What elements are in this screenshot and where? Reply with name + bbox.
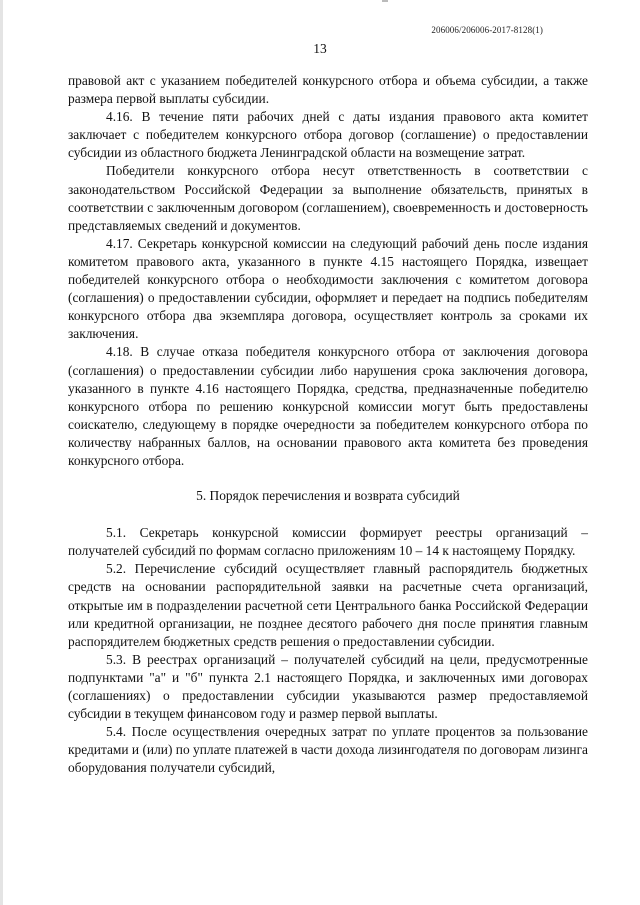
page-number: 13 [313,41,327,56]
paragraph-5-2: 5.2. Перечисление субсидий осуществляет главный распорядитель бюджетных средств на основании распорядительной заявки на расчетные счета организаций, открытые им в подразделении расчетной сети Центрального банка Российской Федерации или кредитной организации, не позднее десятого рабочего дня после принятия главным распорядителем бюджетных средств решения о предоставлении субсидии. [68,561,588,649]
document-id: 206006/206006-2017-8128(1) [431,25,543,35]
paragraph-4-16: 4.16. В течение пяти рабочих дней с даты издания правового акта комитет заключает с победителем конкурсного отбора договор (соглашение) о предоставлении субсидии из областного бюджета Ленинградской области на возмещение затрат. [68,109,588,161]
paragraph-5-4: 5.4. После осуществления очередных затрат по уплате процентов за пользование кредитами и (или) по уплате платежей в части дохода лизингодателя по договорам лизинга оборудования получатели субсидий, [68,724,588,776]
section-heading: 5. Порядок перечисления и возврата субсидий [196,488,460,504]
document-body [68,72,588,777]
paragraph-4-18: 4.18. В случае отказа победителя конкурсного отбора от заключения договора (соглашения) о предоставлении субсидии либо нарушения срока заключения договора, указанного в пункте 4.16 настоящего Порядка, средства, предназначенные победителю конкурсного отбора по решению конкурсной комиссии могут быть предоставлены соискателю, следующему в порядке очередности за победителем конкурсного отбора по количеству набранных баллов, на основании правового акта комитета без проведения конкурсного отбора. [68,344,588,468]
paragraph-5-1: 5.1. Секретарь конкурсной комиссии формирует реестры организаций – получателей субсидий по формам согласно приложениям 10 – 14 к настоящему Порядку. [68,525,588,559]
paragraph-continuation: правовой акт с указанием победителей конкурсного отбора и объема субсидии, а также размера первой выплаты субсидии. [68,73,588,107]
scan-mark-top [382,0,388,2]
scan-edge-left [0,0,3,905]
paragraph-4-17: 4.17. Секретарь конкурсной комиссии на следующий рабочий день после издания комитетом правового акта, указанного в пункте 4.15 настоящего Порядка, извещает победителей конкурсного отбора о необходимости заключения с комитетом договора (соглашения) о предоставлении субсидии, оформляет и передает на подпись победителям конкурсного отбора два экземпляра договора, осуществляет контроль за сроками их заключения. [68,235,588,342]
paragraph-winners-responsibility: Победители конкурсного отбора несут ответственность в соответствии с законодательством Российской Федерации за выполнение обязательств, принятых в соответствии с заключенным договором (соглашением), своевременность и достоверность представляемых сведений и документов. [68,163,588,233]
paragraph-5-3: 5.3. В реестрах организаций – получателей субсидий на цели, предусмотренные подпунктами "а" и "б" пункта 2.1 настоящего Порядка, и заключенных ими договорах (соглашениях) о предоставлении субсидии указываются размер предоставляемой субсидии в текущем финансовом году и размер первой выплаты. [68,651,588,722]
